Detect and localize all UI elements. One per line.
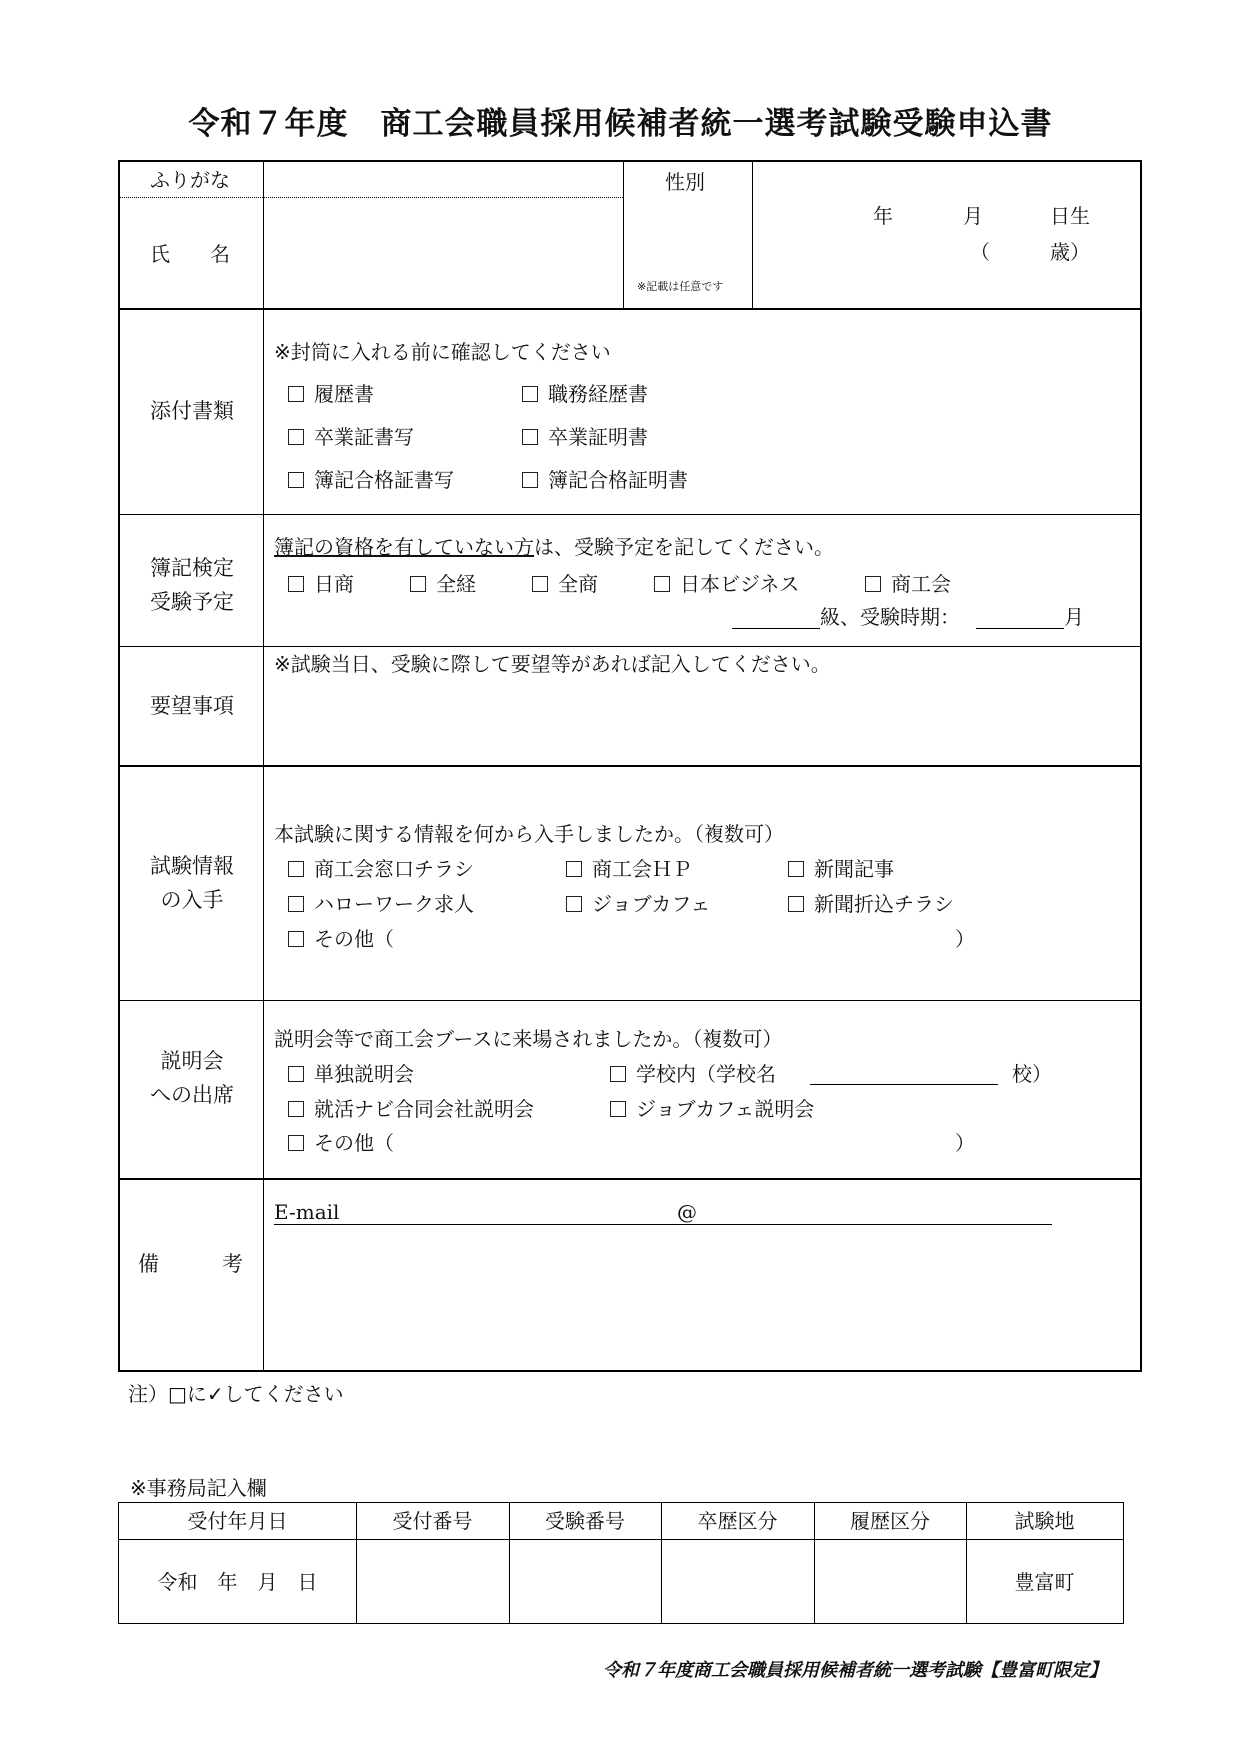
office-header-exam-location: 試験地 — [1014, 1509, 1075, 1533]
checkbox-rirekisho[interactable]: 履歴書 — [288, 382, 374, 406]
checkbox-icon — [522, 472, 538, 488]
office-cell-history-category — [814, 1540, 966, 1624]
checkbox-shokumu[interactable]: 職務経歴書 — [522, 382, 648, 406]
checkbox-icon — [788, 861, 804, 877]
footer-text: 令和７年度商工会職員採用候補者統一選考試験【豊富町限定】 — [603, 1660, 1107, 1681]
grade-blank-line — [732, 628, 820, 629]
birth-month-label: 月 — [963, 204, 983, 228]
checkbox-zensho[interactable]: 全商 — [532, 572, 598, 596]
office-header-education-category: 卒歴区分 — [697, 1509, 778, 1533]
checkbox-icon — [288, 472, 304, 488]
attachments-label: 添付書類 — [150, 399, 234, 423]
checkbox-newspaper-article[interactable]: 新聞記事 — [788, 857, 894, 881]
check-instruction-note: 注）□に✓してください — [128, 1382, 344, 1406]
email-field[interactable] — [345, 1196, 1045, 1224]
checkbox-job-cafe[interactable]: ジョブカフェ — [566, 892, 710, 916]
checkbox-boki-cert[interactable]: 簿記合格証明書 — [522, 468, 688, 492]
office-header-exam-number: 受験番号 — [545, 1509, 625, 1533]
divider-boki — [120, 514, 1140, 515]
checkbox-icon — [865, 576, 881, 592]
checkbox-job-navi-session[interactable]: 就活ナビ合同会社説明会 — [288, 1097, 534, 1121]
age-open: （ — [970, 240, 990, 264]
checkbox-hello-work[interactable]: ハローワーク求人 — [288, 892, 474, 916]
name-field[interactable] — [266, 200, 620, 305]
gender-right-divider — [752, 162, 753, 308]
name-label: 氏 名 — [150, 242, 230, 266]
checkbox-icon — [610, 1101, 626, 1117]
office-cell-exam-location: 豊富町 — [1014, 1570, 1075, 1594]
birthdate-field[interactable] — [756, 164, 1140, 304]
checkbox-info-other[interactable]: その他（ — [288, 927, 394, 951]
divider-info — [120, 765, 1140, 767]
checkbox-job-cafe-session[interactable]: ジョブカフェ説明会 — [610, 1097, 814, 1121]
gender-label: 性別 — [665, 170, 705, 194]
application-form-table — [118, 160, 1142, 1372]
gender-optional-note: ※記載は任意です — [637, 280, 724, 293]
office-section-label: ※事務局記入欄 — [130, 1476, 267, 1500]
boki-label: 簿記検定 受験予定 — [150, 556, 234, 614]
checkbox-icon — [610, 1066, 626, 1082]
checkbox-icon — [288, 931, 304, 947]
gender-field[interactable] — [626, 198, 750, 276]
checkbox-school-session[interactable]: 学校内（学校名 — [610, 1062, 776, 1086]
checkbox-nissho[interactable]: 日商 — [288, 572, 354, 596]
furigana-label: ふりがな — [150, 168, 230, 192]
session-question: 説明会等で商工会ブースに来場されましたか。（複数可） — [274, 1027, 783, 1051]
email-underline — [274, 1224, 1052, 1225]
office-cell-education-category — [661, 1540, 814, 1624]
boki-note: 簿記の資格を有していない方は、受験予定を記してください。 — [274, 535, 834, 559]
info-other-close: ） — [955, 927, 975, 951]
page-title: 令和７年度 商工会職員採用候補者統一選考試験受験申込書 — [188, 106, 1053, 142]
month-label: 月 — [1064, 605, 1084, 629]
checkbox-nihon-business[interactable]: 日本ビジネス — [654, 572, 799, 596]
checkbox-icon — [288, 1135, 304, 1151]
label-column-divider-top — [263, 162, 264, 308]
remarks-label: 備 考 — [138, 1252, 243, 1276]
checkbox-icon — [566, 861, 582, 877]
attachments-note: ※封筒に入れる前に確認してください — [274, 340, 611, 364]
checkbox-icon — [654, 576, 670, 592]
checkbox-icon — [522, 429, 538, 445]
checkbox-session-other[interactable]: その他（ — [288, 1131, 394, 1155]
checkbox-sotsugyo-copy[interactable]: 卒業証書写 — [288, 425, 414, 449]
checkbox-icon — [288, 896, 304, 912]
checkbox-icon — [522, 386, 538, 402]
checkbox-icon — [288, 861, 304, 877]
checkbox-shokokai-hp[interactable]: 商工会ＨＰ — [566, 857, 692, 881]
birth-year-label: 年 — [873, 204, 893, 228]
requests-note: ※試験当日、受験に際して要望等があれば記入してください。 — [274, 652, 831, 676]
office-header-receipt-date: 受付年月日 — [187, 1509, 288, 1533]
divider-attachments — [120, 308, 1140, 310]
requests-field[interactable] — [268, 680, 1138, 762]
session-other-close: ） — [955, 1131, 975, 1155]
month-blank-line — [976, 628, 1064, 629]
checkbox-sotsugyo-cert[interactable]: 卒業証明書 — [522, 425, 648, 449]
checkbox-icon — [288, 386, 304, 402]
divider-remarks — [120, 1178, 1140, 1180]
divider-session — [120, 1000, 1140, 1001]
session-label: 説明会 への出席 — [150, 1049, 234, 1107]
requests-label: 要望事項 — [150, 694, 234, 718]
checkbox-newspaper-insert[interactable]: 新聞折込チラシ — [788, 892, 954, 916]
office-cell-receipt-date: 令和 年 月 日 — [157, 1570, 318, 1594]
school-name-line — [810, 1084, 998, 1085]
label-column-divider — [263, 308, 264, 1370]
office-cell-exam-number — [509, 1540, 661, 1624]
checkbox-icon — [288, 576, 304, 592]
checkbox-icon — [288, 1101, 304, 1117]
furigana-field[interactable] — [266, 164, 620, 195]
checkbox-icon — [288, 429, 304, 445]
checkbox-shokokai[interactable]: 商工会 — [865, 572, 951, 596]
checkbox-boki-copy[interactable]: 簿記合格証書写 — [288, 468, 454, 492]
age-close: 歳） — [1050, 240, 1090, 264]
email-at-sign: @ — [677, 1200, 697, 1224]
office-cell-receipt-number — [356, 1540, 509, 1624]
school-suffix: 校） — [1012, 1062, 1052, 1086]
checkbox-madoguchi-flyer[interactable]: 商工会窓口チラシ — [288, 857, 474, 881]
checkbox-icon — [288, 1066, 304, 1082]
birth-day-label: 日生 — [1050, 204, 1090, 228]
checkbox-zenkei[interactable]: 全経 — [410, 572, 476, 596]
email-label: E-mail — [274, 1200, 340, 1224]
grade-exam-timing-label: 級、受験時期： — [820, 605, 960, 629]
checkbox-icon — [566, 896, 582, 912]
office-header-history-category: 履歴区分 — [850, 1509, 930, 1533]
office-header-receipt-number: 受付番号 — [392, 1509, 473, 1533]
office-table — [118, 1502, 1124, 1624]
checkbox-single-session[interactable]: 単独説明会 — [288, 1062, 414, 1086]
gender-left-divider — [623, 162, 624, 308]
checkbox-icon — [410, 576, 426, 592]
info-question: 本試験に関する情報を何から入手しましたか。（複数可） — [274, 822, 784, 846]
checkbox-icon — [532, 576, 548, 592]
furigana-divider — [120, 197, 623, 198]
checkbox-icon — [788, 896, 804, 912]
divider-requests — [120, 646, 1140, 647]
info-label: 試験情報 の入手 — [150, 854, 234, 912]
